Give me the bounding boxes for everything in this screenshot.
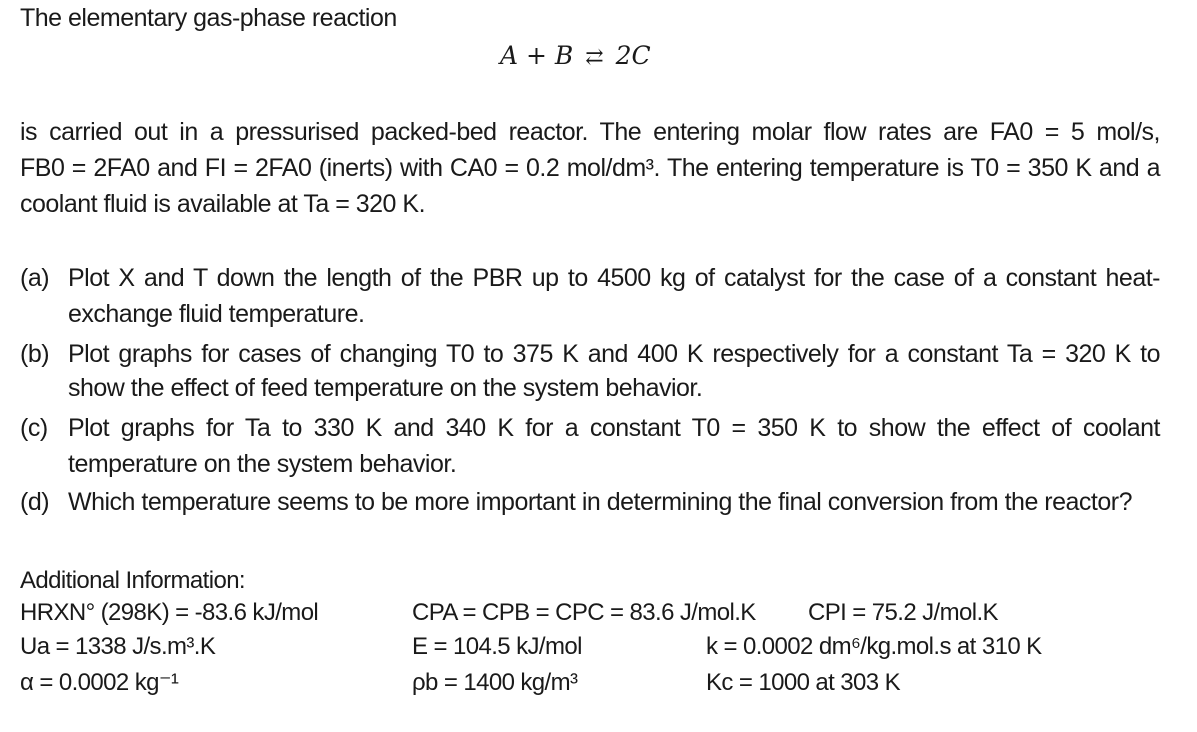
info-col1-row3: α = 0.0002 kg⁻¹ — [20, 669, 179, 696]
question-c-line-1: Plot graphs for Ta to 330 K and 340 K for a constant T0 = 350 K to show the effect of coolant — [68, 414, 1160, 442]
reactant-a: A — [500, 41, 519, 70]
question-b-label: (b) — [20, 340, 50, 368]
info-col1-row1: HRXN° (298K) = -83.6 kJ/mol — [20, 599, 319, 626]
info-col3-row1: CPI = 75.2 J/mol.K — [808, 599, 998, 626]
info-col2-row2: E = 104.5 kJ/mol — [412, 633, 582, 660]
additional-info-heading: Additional Information: — [20, 567, 246, 594]
question-b-line-2: show the effect of feed temperature on the system behavior. — [68, 374, 703, 402]
paragraph-line-2: FB0 = 2FA0 and FI = 2FA0 (inerts) with CA0 = 0.2 mol/dm³. The entering temperature is T0 = 350 K and a — [20, 154, 1160, 182]
paragraph-line-3: coolant fluid is available at Ta = 320 K. — [20, 190, 426, 218]
info-col3-row3: Kc = 1000 at 303 K — [706, 669, 901, 696]
reaction-equation — [500, 40, 651, 74]
question-c-line-2: temperature on the system behavior. — [68, 450, 457, 478]
equilibrium-arrow-icon: ⇄ — [585, 45, 604, 70]
question-a-label: (a) — [20, 264, 50, 292]
plus-sign: + — [526, 41, 547, 70]
question-b-line-1: Plot graphs for cases of changing T0 to 375 K and 400 K respectively for a constant Ta = 320 K to — [68, 340, 1160, 368]
reactant-b: B — [554, 41, 574, 70]
info-col2-row3: ρb = 1400 kg/m³ — [412, 669, 578, 696]
intro-text: The elementary gas-phase reaction — [20, 4, 397, 32]
question-d-label: (d) — [20, 488, 50, 516]
product-c: 2C — [615, 41, 651, 70]
question-d-line-1: Which temperature seems to be more important in determining the final conversion from the reactor? — [68, 488, 1133, 516]
question-a-line-1: Plot X and T down the length of the PBR up to 4500 kg of catalyst for the case of a constant heat- — [68, 264, 1160, 292]
paragraph-line-1: is carried out in a pressurised packed-bed reactor. The entering molar flow rates are FA0 = 5 mol/s, — [20, 118, 1160, 146]
info-col1-row2: Ua = 1338 J/s.m³.K — [20, 633, 216, 660]
question-c-label: (c) — [20, 414, 48, 442]
info-col2-row1: CPA = CPB = CPC = 83.6 J/mol.K — [412, 599, 756, 626]
question-a-line-2: exchange fluid temperature. — [68, 300, 365, 328]
info-col3-row2: k = 0.0002 dm⁶/kg.mol.s at 310 K — [706, 633, 1042, 660]
